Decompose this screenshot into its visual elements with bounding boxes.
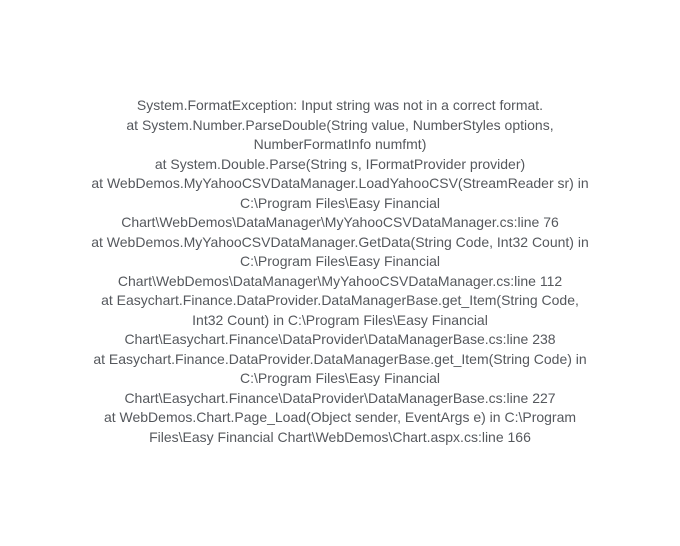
stack-trace-line: Files\Easy Financial Chart\WebDemos\Chart.aspx.cs:line 166 — [149, 428, 531, 445]
stack-trace-line: at WebDemos.MyYahooCSVDataManager.LoadYahooCSV(StreamReader sr) in — [91, 175, 589, 191]
stack-trace-line: System.FormatException: Input string was not in a correct format. — [136, 97, 544, 113]
stack-trace-line: at System.Double.Parse(String s, IFormatProvider provider) — [154, 155, 526, 172]
stack-trace-line: Chart\WebDemos\DataManager\MyYahooCSVDataManager.cs:line 112 — [117, 272, 563, 289]
stack-trace-line: NumberFormatInfo numfmt) — [253, 136, 427, 152]
stack-trace-line: Chart\WebDemos\DataManager\MyYahooCSVDataManager.cs:line 76 — [121, 214, 559, 230]
error-stack-trace — [0, 96, 680, 447]
stack-trace-line: Chart\Easychart.Finance\DataProvider\DataManagerBase.cs:line 227 — [124, 389, 556, 406]
stack-trace-line: at Easychart.Finance.DataProvider.DataManagerBase.get_Item(String Code) in — [93, 350, 587, 367]
stack-trace-line: at System.Number.ParseDouble(String value, NumberStyles options, — [126, 116, 554, 133]
stack-trace-line: C:\Program Files\Easy Financial — [240, 253, 440, 269]
stack-trace-line: at WebDemos.Chart.Page_Load(Object sender, EventArgs e) in C:\Program — [103, 409, 577, 425]
stack-trace-line: at WebDemos.MyYahooCSVDataManager.GetData(String Code, Int32 Count) in — [91, 233, 589, 250]
stack-trace-line: at Easychart.Finance.DataProvider.DataManagerBase.get_Item(String Code, — [101, 292, 579, 308]
stack-trace-line: Chart\Easychart.Finance\DataProvider\DataManagerBase.cs:line 238 — [124, 331, 556, 347]
stack-trace-line: C:\Program Files\Easy Financial — [240, 194, 440, 211]
stack-trace-line: C:\Program Files\Easy Financial — [240, 370, 440, 386]
stack-trace-line: Int32 Count) in C:\Program Files\Easy Financial — [192, 311, 488, 328]
